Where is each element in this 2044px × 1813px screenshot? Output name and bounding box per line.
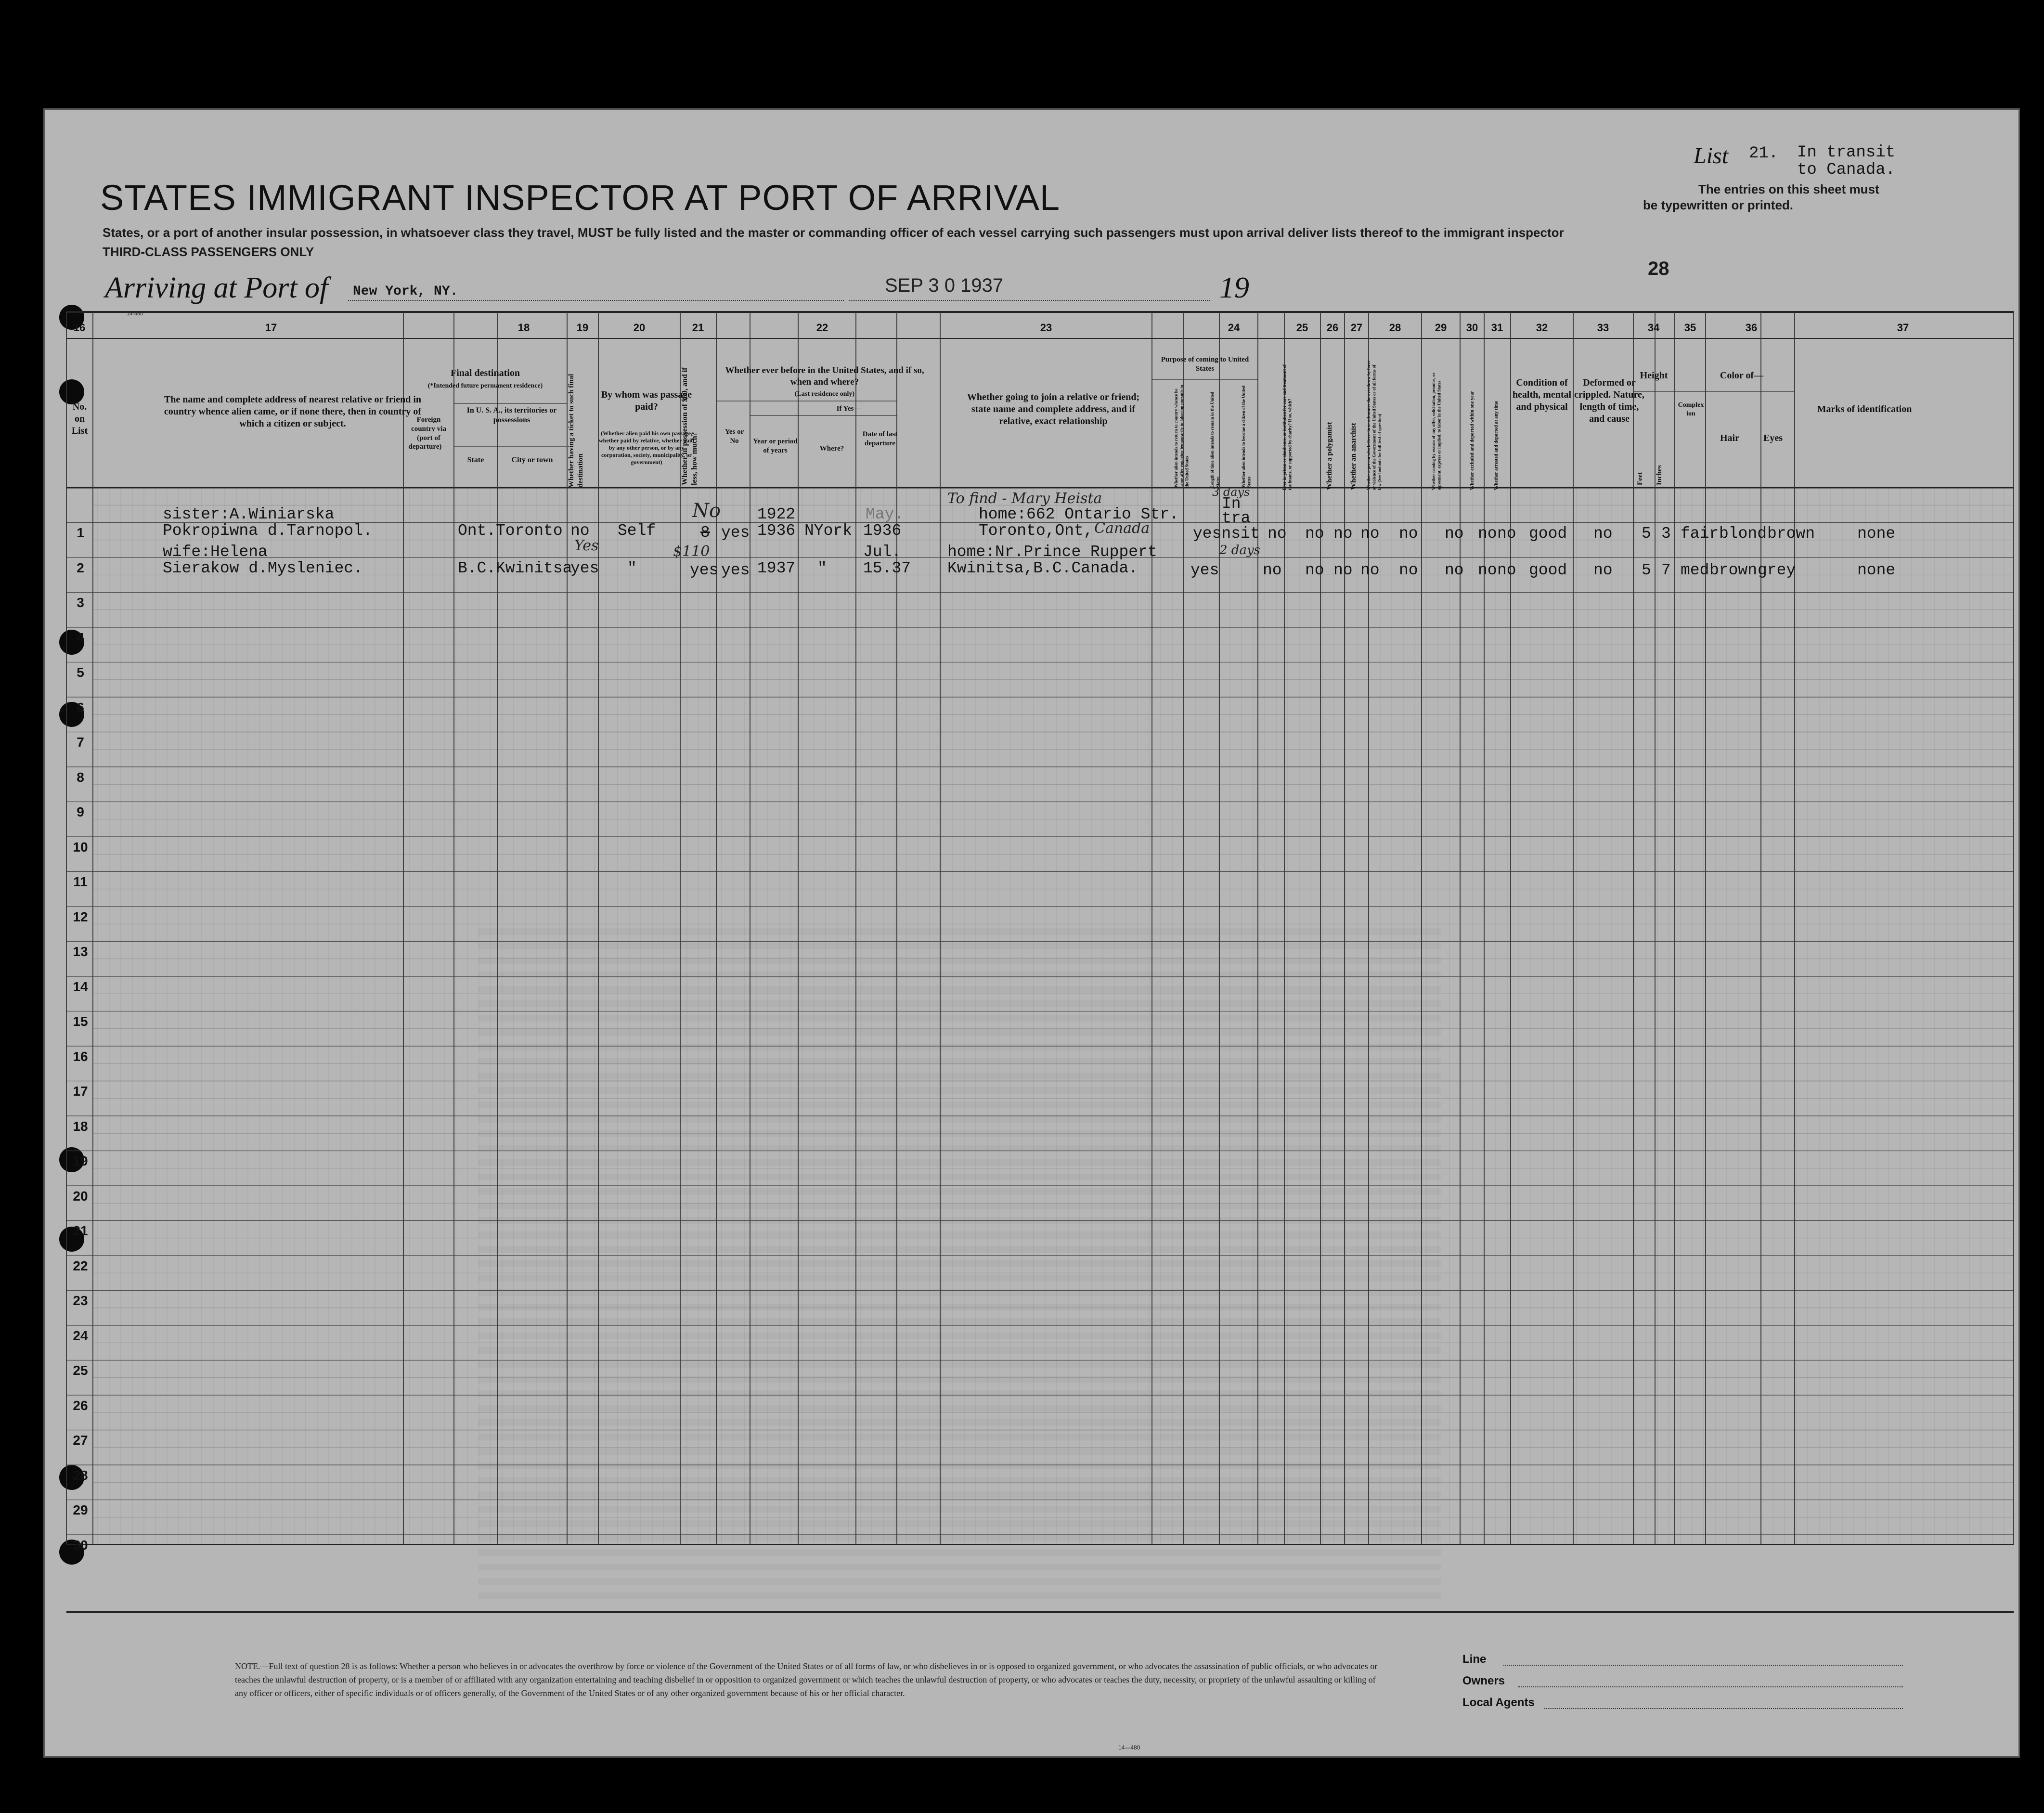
deformed: no [1593, 561, 1613, 579]
labor: no [1445, 525, 1464, 543]
row-number: 21 [73, 1223, 88, 1238]
row-number: 24 [73, 1328, 88, 1343]
column-number: 24 [1228, 322, 1240, 334]
column-number: 19 [576, 322, 589, 334]
header-marks: Marks of identification [1817, 404, 1912, 414]
class-line: THIRD-CLASS PASSENGERS ONLY [103, 245, 314, 259]
join-line1: home:Nr.Prince Ruppert [947, 543, 1157, 561]
money-struck: 8 [700, 524, 710, 542]
citizen: no [1268, 525, 1287, 543]
header-ticket: Whether having a ticket to such final destination [568, 374, 584, 488]
column-number: 30 [1466, 322, 1478, 334]
header-feet: Feet [1636, 472, 1644, 485]
row-number: 14 [73, 979, 88, 994]
header-usa: In U. S. A., its territories or possessions [466, 406, 557, 424]
hair: brown [1709, 561, 1758, 579]
deformed: no [1593, 525, 1613, 543]
column-number: 20 [633, 322, 646, 334]
line-label: Line [1462, 1653, 1487, 1666]
header-passage-paid: By whom was passage paid? [601, 389, 692, 412]
complexion: med [1681, 561, 1709, 579]
column-number: 34 [1647, 322, 1660, 334]
header-foreign-country: Foreign country via (port of departure)— [408, 416, 449, 451]
excluded: no [1478, 561, 1497, 579]
list-number: 21. [1749, 144, 1779, 163]
row-number: 30 [73, 1537, 88, 1553]
polygamist: no [1333, 561, 1353, 579]
header-final-destination: Final destination [451, 368, 520, 378]
row-number: 26 [73, 1398, 88, 1413]
excluded: no [1478, 525, 1497, 543]
money-hand: No [692, 500, 721, 522]
header-where: Where? [819, 445, 844, 453]
column-number: 16 [73, 322, 86, 334]
dest-city: Kwinitsa [496, 559, 572, 577]
row-number: 25 [73, 1363, 88, 1378]
row-number: 29 [73, 1502, 88, 1517]
owners-line [1518, 1686, 1903, 1687]
marks: none [1857, 525, 1896, 543]
dest-state: B.C. [458, 559, 496, 577]
row-number: 15 [73, 1014, 88, 1029]
before-yes: yes [721, 561, 750, 579]
header-overthrow: Whether a person who believes in or advocates the overthrow by force or violence of the Government of the United States or of all forms of law (See footnote for full text of question) [1366, 360, 1382, 490]
years-2: 1936 [757, 522, 796, 540]
owners-label: Owners [1462, 1674, 1505, 1687]
row-number: 8 [77, 769, 84, 785]
overthrow: no [1399, 561, 1418, 579]
local-agents-label: Local Agents [1462, 1696, 1535, 1709]
purpose-hand: 2 days [1219, 543, 1260, 557]
header-ever-before: Whether ever before in the United States, and if so, when and where? [725, 365, 924, 387]
health: good [1529, 525, 1567, 543]
dest-state: Ont. [458, 522, 496, 540]
money-hand: $110 [673, 543, 710, 560]
join-hand2: Canada [1094, 520, 1150, 537]
row-number: 5 [77, 665, 84, 680]
row-number: 17 [73, 1084, 88, 1099]
year-prefix: 19 [1219, 272, 1249, 304]
before-yes: yes [721, 524, 750, 542]
labor: no [1445, 561, 1464, 579]
header-polygamist: Whether a polygamist [1326, 422, 1333, 490]
page-title: STATES IMMIGRANT INSPECTOR AT PORT OF ARRIVAL [100, 178, 1061, 218]
header-labor-offer: Whether coming by reason of any offer, solicitation, promise, or agreement, express or implied, to labor in the United States [1431, 373, 1442, 490]
row-number: 11 [73, 874, 88, 889]
column-number: 37 [1897, 322, 1909, 334]
manifest-sheet [43, 108, 2020, 1758]
column-number: 32 [1536, 322, 1548, 334]
ticket: yes [570, 559, 599, 577]
ticket-hand: Yes [574, 537, 599, 554]
row-number: 7 [77, 735, 84, 750]
header-yes-or-no: Yes or No [724, 428, 744, 445]
health: good [1529, 561, 1567, 579]
where: " [817, 559, 827, 577]
header-money: Whether in possession of $50, and if less, how much? [681, 367, 699, 485]
purpose-hand: 3 days [1212, 485, 1250, 499]
purpose-3: yesnsit [1193, 525, 1260, 543]
inches: 7 [1661, 561, 1671, 579]
header-color-of: Color of— [1720, 370, 1764, 381]
eyes: brown [1767, 525, 1815, 543]
where: NYork [804, 522, 853, 540]
deported: no [1497, 561, 1516, 579]
header-date-last-departure: Date of last departure [862, 430, 898, 447]
dest-city: Toronto [496, 522, 563, 540]
complexion: fair [1681, 525, 1719, 543]
paid-by: Self [618, 522, 656, 540]
row-number: 2 [77, 560, 84, 575]
column-number: 23 [1040, 322, 1052, 334]
years-1: 1922 [757, 505, 796, 523]
header-health: Condition of health, mental and physical [1512, 377, 1572, 412]
row-number: 16 [73, 1049, 88, 1064]
port-value: New York, NY. [353, 284, 458, 299]
inches: 3 [1661, 525, 1671, 543]
row-number: 9 [77, 804, 84, 819]
footer-form-number: 14—480 [1118, 1744, 1140, 1751]
join-line2: Kwinitsa,B.C.Canada. [947, 559, 1138, 577]
list-transit-2: to Canada. [1797, 161, 1896, 179]
overthrow: no [1399, 525, 1418, 543]
row-number: 10 [73, 839, 88, 855]
sheet-number: 28 [1648, 258, 1669, 279]
header-final-destination-sub: (*Intended future permanent residence) [427, 382, 543, 389]
row-number: 3 [77, 595, 84, 610]
relative-line2: Pokropiwna d.Tarnopol. [163, 522, 373, 540]
row-number: 20 [73, 1188, 88, 1204]
column-number: 29 [1435, 322, 1447, 334]
instructions-line: States, or a port of another insular possession, in whatsoever class they travel, MUST be fully listed and the master or commanding officer of each vessel carrying such passengers must upon arrival deliver lists thereof to the immigrant inspector [103, 225, 1564, 240]
row-number: 23 [73, 1293, 88, 1308]
header-purpose-a: Whether alien intends to return to country whence he came after engaging temporarily in laboring pursuits in the United States [1174, 385, 1190, 488]
ticket: no [570, 522, 590, 540]
footnote-question-28: NOTE.—Full text of question 28 is as follows: Whether a person who believes in or advocates the overthrow by force or violence of the Government of the United States or of all forms of law, or who disbelieves in or is opposed to organized government, or who advocates the assassination of public officials, or who advocates or teaches the unlawful destruction of property, or is a member of or affiliated with any organization entertaining and teaching disbelief in or opposition to organized government or which teaches the unlawful destruction of property, or who advocates or teaches the duty, necessity, or propriety of the unlawful assaulting or killing of any officer or officers, either of specific individuals or of officers generally, of the Government of the United States or of any other organized government because of his or her official character. [235, 1661, 1378, 1698]
anarchist: no [1360, 561, 1380, 579]
column-number: 28 [1389, 322, 1401, 334]
column-number: 26 [1326, 322, 1339, 334]
column-number: 25 [1296, 322, 1308, 334]
header-prison: Ever in prison or almshouse, or institution for care and treatment of the insane, or supported by charity? If so, which? [1282, 364, 1293, 490]
paid-by: " [627, 559, 637, 577]
relative-line2: Sierakow d.Mysleniec. [163, 559, 363, 577]
row-number: 19 [73, 1153, 88, 1168]
eyes: grey [1758, 561, 1796, 579]
row-number: 22 [73, 1258, 88, 1273]
row-number: 27 [73, 1433, 88, 1448]
row-number: 28 [73, 1467, 88, 1483]
header-state: State [467, 456, 484, 464]
prison: no [1305, 561, 1324, 579]
date-stamp: SEP 3 0 1937 [885, 275, 1004, 296]
header-purpose-b: Length of time alien intends to remain in the United States [1210, 391, 1220, 488]
header-ever-before-sub: (Last residence only) [794, 390, 855, 398]
column-number: 36 [1745, 322, 1758, 334]
column-number: 27 [1350, 322, 1363, 334]
departure-1: Jul. [863, 543, 902, 561]
years-1: 1937 [757, 559, 796, 577]
departure-2: 15.37 [863, 559, 911, 577]
list-transit-1: In transit [1797, 143, 1896, 162]
header-purpose: Purpose of coming to United States [1161, 356, 1249, 373]
header-anarchist: Whether an anarchist [1350, 423, 1358, 490]
column-number: 22 [816, 322, 828, 334]
citizen: no [1263, 561, 1282, 579]
row-number: 4 [77, 630, 84, 645]
feet: 5 [1642, 561, 1651, 579]
column-number: 35 [1684, 322, 1696, 334]
join-line2: Toronto,Ont, [979, 522, 1093, 540]
header-going-to-join: Whether going to join a relative or friend; state name and complete address, and if relative, exact relationship [967, 392, 1140, 427]
header-relative: The name and complete address of nearest relative or friend in country whence alien came, or if none there, then in country of which a citizen or subject. [164, 394, 422, 429]
purpose-3: yes [1190, 561, 1219, 579]
row-number: 18 [73, 1118, 88, 1134]
feet: 5 [1642, 525, 1651, 543]
marks: none [1857, 561, 1896, 579]
row-number: 12 [73, 909, 88, 924]
header-if-yes: If Yes— [836, 405, 861, 413]
anarchist: no [1360, 525, 1380, 543]
header-hair: Hair [1720, 433, 1739, 443]
list-label: List [1694, 143, 1729, 168]
deported: no [1497, 525, 1516, 543]
relative-line1: wife:Helena [163, 543, 268, 561]
row-number: 6 [77, 699, 84, 715]
departure-2: 1936 [863, 522, 902, 540]
hair: blond [1719, 525, 1767, 543]
header-deported: Whether arrested and deported at any time [1494, 401, 1499, 490]
header-complexion: Complexion [1678, 401, 1704, 417]
column-number: 17 [265, 322, 277, 334]
join-hand: To find - Mary Heista [947, 490, 1102, 507]
manifest-grid [45, 110, 2018, 1756]
header-eyes: Eyes [1763, 433, 1783, 443]
form-number-top: 14-480 [127, 311, 143, 317]
header-excluded: Whether excluded and deported within one year [1470, 391, 1475, 490]
row-number: 13 [73, 944, 88, 959]
column-number: 31 [1491, 322, 1503, 334]
header-deformed: Deformed or crippled. Nature, length of time, and cause [1574, 377, 1644, 424]
header-height: Height [1640, 370, 1668, 381]
money-yes: yes [690, 561, 719, 579]
column-number: 33 [1597, 322, 1609, 334]
header-passage-paid-sub: (Whether alien paid his own passage, whether paid by relative, whether paid by any other person, or by any corporation, society, municipality, or government) [598, 430, 694, 466]
purpose-2: tra [1222, 509, 1251, 527]
departure-1: May. [866, 505, 904, 523]
column-number: 21 [692, 322, 704, 334]
line-label-line [1503, 1665, 1903, 1666]
typewritten-note-1: The entries on this sheet must [1698, 182, 1879, 196]
header-purpose-c: Whether alien intends to become a citizen of the United States [1241, 385, 1252, 488]
column-number: 18 [517, 322, 530, 334]
prison: no [1305, 525, 1324, 543]
header-city: City or town [511, 456, 553, 464]
header-no-on-list: No. on List [71, 401, 88, 436]
relative-line1: sister:A.Winiarska [163, 505, 335, 523]
local-agents-line [1544, 1708, 1903, 1709]
join-line1: home:662 Ontario Str. [979, 505, 1179, 523]
typewritten-note-2: be typewritten or printed. [1643, 198, 1794, 212]
arriving-label: Arriving at Port of [105, 272, 328, 304]
header-year-period: Year or period of years [753, 438, 798, 454]
header-inches: Inches [1656, 465, 1663, 485]
row-number: 1 [77, 525, 84, 540]
polygamist: no [1333, 525, 1353, 543]
purpose-1: In [1222, 495, 1241, 513]
